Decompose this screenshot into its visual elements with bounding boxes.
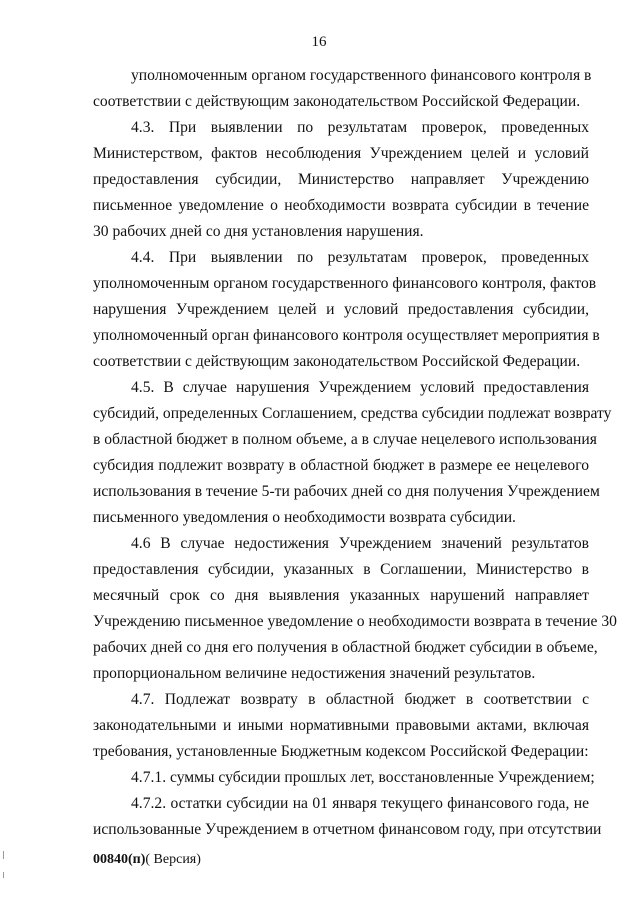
paragraph-line: уполномоченный орган финансового контроля осуществляет мероприятия в	[93, 327, 600, 344]
paragraph-line: использованные Учреждением в отчетном финансовом году, при отсутствии	[93, 821, 602, 838]
paragraph-line: субсидия подлежит возврату в областной бюджет в размере ее нецелевого	[93, 457, 589, 474]
paragraph	[93, 63, 592, 115]
paragraph-line: предоставления субсидии, Министерство направляет Учреждению	[93, 171, 589, 188]
paragraph	[93, 531, 617, 687]
document-body	[93, 63, 617, 843]
paragraph-line: Министерством, фактов несоблюдения Учреждением целей и условий	[93, 145, 589, 162]
paragraph-line: соответствии с действующим законодательством Российской Федерации.	[93, 93, 581, 110]
paragraph-line: субсидий, определенных Соглашением, средства субсидии подлежат возврату	[93, 405, 612, 422]
paragraph-line: уполномоченным органом государственного финансового контроля, фактов	[93, 275, 597, 292]
paragraph-line: предоставления субсидии, указанных в Соглашении, Министерство в	[93, 561, 589, 578]
paragraph-line: соответствии с действующим законодательством Российской Федерации.	[93, 353, 581, 370]
paragraph-line: пропорциональном величине недостижения значений результатов.	[93, 665, 536, 682]
paragraph-line: месячный срок со дня выявления указанных нарушений направляет	[93, 587, 589, 604]
paragraph-line: 4.7. Подлежат возврату в областной бюджет в соответствии с	[131, 691, 589, 708]
paragraph-line: 4.3. При выявлении по результатам проверок, проведенных	[131, 119, 589, 136]
paragraph-line: законодательными и иными нормативными правовыми актами, включая	[93, 717, 589, 734]
paragraph-line: 4.7.1. суммы субсидии прошлых лет, восстановленные Учреждением;	[131, 769, 595, 786]
footer-version-label: ( Версия)	[145, 852, 201, 867]
paragraph-line: 4.7.2. остатки субсидии на 01 января текущего финансового года, не	[131, 795, 589, 812]
paragraph-line: Учреждению письменное уведомление о необходимости возврата в течение 30	[93, 613, 617, 630]
paragraph-line: 4.4. При выявлении по результатам проверок, проведенных	[131, 249, 589, 266]
paragraph-line: в областной бюджет в полном объеме, а в случае нецелевого использования	[93, 431, 597, 448]
paragraph-line: использования в течение 5-ти рабочих дней со дня получения Учреждением	[93, 483, 600, 500]
scan-edge-mark	[3, 872, 4, 878]
paragraph-line: 4.6 В случае недостижения Учреждением значений результатов	[131, 535, 589, 552]
footer-document-code: 00840(п)	[93, 852, 146, 867]
paragraph-line: 30 рабочих дней со дня установления нарушения.	[93, 223, 424, 240]
paragraph	[93, 115, 589, 245]
paragraph-line: письменного уведомления о необходимости возврата субсидии.	[93, 509, 516, 526]
paragraph-line: уполномоченным органом государственного финансового контроля в	[131, 67, 592, 84]
page-number: 16	[311, 34, 327, 50]
paragraph	[93, 375, 612, 531]
paragraph-line: письменное уведомление о необходимости возврата субсидии в течение	[93, 197, 589, 214]
paragraph-line: 4.5. В случае нарушения Учреждением условий предоставления	[131, 379, 589, 396]
paragraph-line: рабочих дней со дня его получения в областной бюджет субсидии в объеме,	[93, 639, 598, 656]
scan-edge-mark	[3, 851, 4, 859]
paragraph	[93, 765, 595, 791]
paragraph-line: требования, установленные Бюджетным кодексом Российской Федерации:	[93, 743, 589, 760]
document-footer	[93, 851, 201, 869]
paragraph	[93, 245, 600, 375]
paragraph	[93, 687, 589, 765]
paragraph-line: нарушения Учреждением целей и условий предоставления субсидии,	[93, 301, 589, 318]
paragraph	[93, 791, 602, 843]
